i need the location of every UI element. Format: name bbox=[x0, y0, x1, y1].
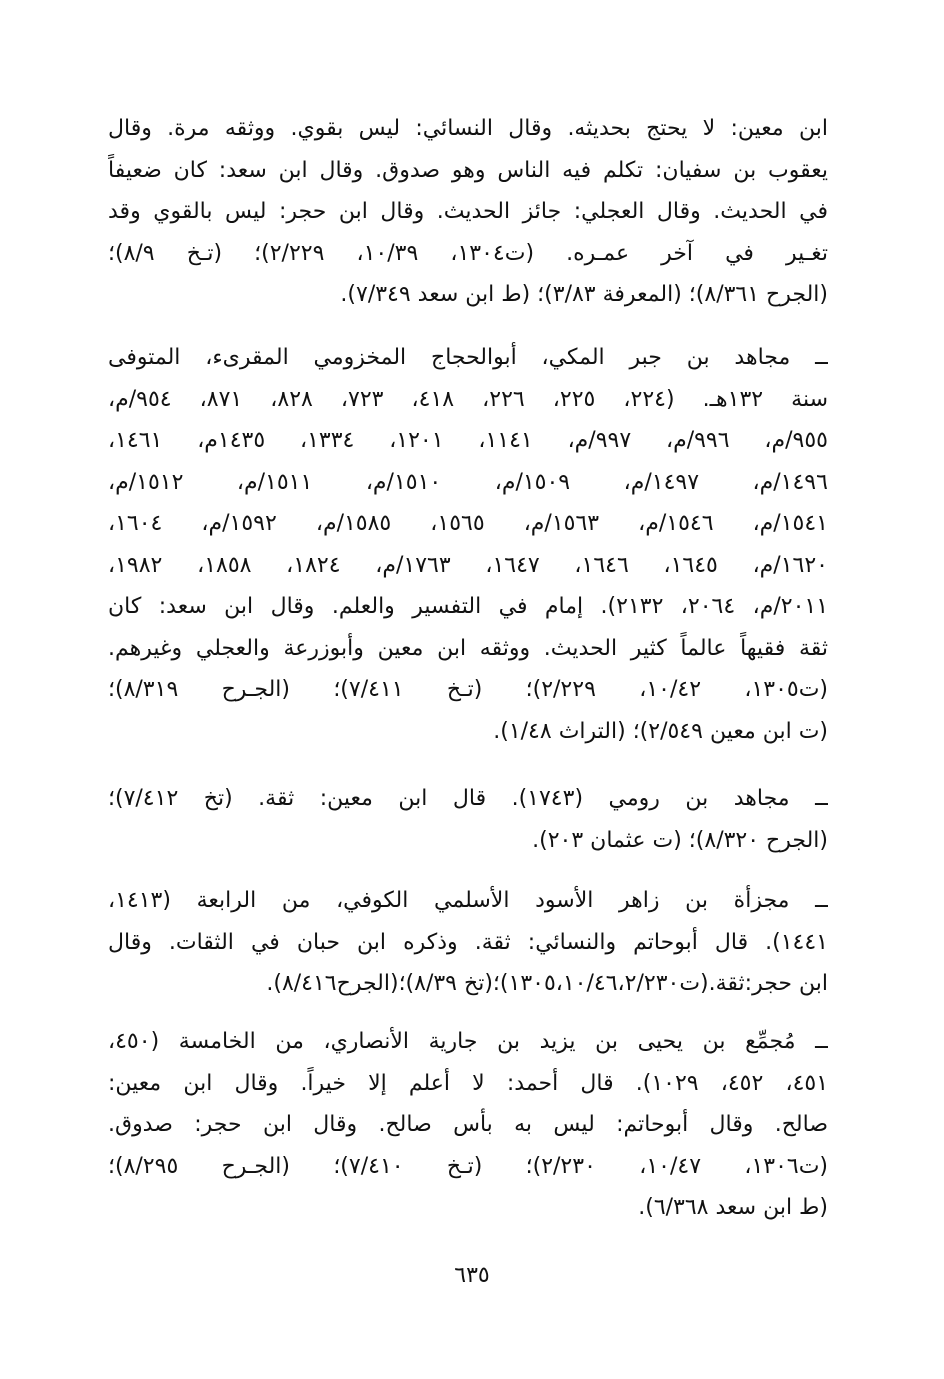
text-line: ١٤٩٦/م، ١٤٩٧/م، ١٥٠٩/م، ١٥١٠/م، ١٥١١/م، ١٥١٢/م، bbox=[108, 469, 828, 495]
text-line: ــ مجاهد بن رومي (١٧٤٣). قال ابن معين: ثقة. (تخ ٧/٤١٢)؛ bbox=[108, 786, 828, 811]
text-line: (ط ابن سعد ٦/٣٦٨). bbox=[638, 1195, 828, 1220]
text-line: (ت ابن معين ٢/٥٤٩)؛ (التراث ١/٤٨). bbox=[493, 718, 828, 744]
entry-paragraph-continuation bbox=[108, 108, 828, 316]
text-line: تغـير في آخر عمـره. (ت١٣٠٤، ١٠/٣٩، ٢/٢٢٩)؛ (تـخ ٨/٩)؛ bbox=[108, 240, 828, 266]
text-line: (الجرح ٨/٣٢٠)؛ (ت عثمان ٢٠٣). bbox=[532, 827, 828, 853]
text-line: (ت١٣٠٥، ١٠/٤٢، ٢/٢٢٩)؛ (تـخ ٧/٤١١)؛ (الجـرح ٨/٣١٩)؛ bbox=[108, 677, 828, 702]
text-line: ــ مُجمِّع بن يحيى بن يزيد بن جارية الأنصاري، من الخامسة (٤٥٠، bbox=[108, 1029, 828, 1054]
entry-paragraph-majzaa-ibn-zahir bbox=[108, 880, 828, 1005]
text-line: (ت١٣٠٦، ١٠/٤٧، ٢/٢٣٠)؛ (تـخ ٧/٤١٠)؛ (الجـرح ٨/٢٩٥)؛ bbox=[108, 1153, 828, 1179]
text-line: سنة ١٣٢هـ. (٢٢٤، ٢٢٥، ٢٢٦، ٤١٨، ٧٢٣، ٨٢٨، ٨٧١، ٩٥٤/م، bbox=[108, 386, 828, 412]
text-line: ٩٥٥/م، ٩٩٦/م، ٩٩٧/م، ١١٤١، ١٢٠١، ١٣٣٤، ١٤٣٥م، ١٤٦١، bbox=[108, 428, 828, 453]
text-line: ــ مجاهد بن جبر المكي، أبوالحجاج المخزومي المقرىء، المتوفى bbox=[108, 345, 828, 370]
text-line: ابن معين: لا يحتج بحديثه. وقال النسائي: ليس بقوي. ووثقه مرة. وقال bbox=[108, 116, 828, 141]
text-line: ثقة فقيهاً عالماً كثير الحديث. ووثقه ابن معين وأبوزرعة والعجلي وغيرهم. bbox=[108, 635, 828, 661]
text-line: ١٤٤١). قال أبوحاتم والنسائي: ثقة. وذكره ابن حبان في الثقات. وقال bbox=[108, 929, 828, 955]
text-line: يعقوب بن سفيان: تكلم فيه الناس وهو صدوق. وقال ابن سعد: كان ضعيفاً bbox=[108, 157, 828, 183]
page-number: ٦٣٥ bbox=[454, 1263, 490, 1288]
text-line: (الجرح ٨/٣٦١)؛ (المعرفة ٣/٨٣)؛ (ط ابن سعد ٧/٣٤٩). bbox=[340, 282, 828, 307]
text-line: ابن حجر:ثقة.(ت١٣٠٥،١٠/٤٦،٢/٢٣٠)؛(تخ ٨/٣٩)؛(الجرح٨/٤١٦). bbox=[266, 971, 828, 996]
text-line: ١٥٤١/م، ١٥٤٦/م، ١٥٦٣/م، ١٥٦٥، ١٥٨٥/م، ١٥٩٢/م، ١٦٠٤، bbox=[108, 511, 828, 536]
entry-paragraph-mujahid-ibn-rumi bbox=[108, 778, 828, 861]
text-line: ٤٥١، ٤٥٢، ١٠٢٩). قال أحمد: لا أعلم إلا خيراً. وقال ابن معين: bbox=[108, 1070, 828, 1096]
entry-paragraph-mujahid-ibn-jabr bbox=[108, 337, 828, 752]
text-line: ١٦٢٠/م، ١٦٤٥، ١٦٤٦، ١٦٤٧، ١٧٦٣/م، ١٨٢٤، ١٨٥٨، ١٩٨٢، bbox=[108, 552, 828, 578]
text-line: ٢٠١١/م، ٢٠٦٤، ٢١٣٢). إمام في التفسير والعلم. وقال ابن سعد: كان bbox=[108, 594, 828, 619]
text-line: ــ مجزأة بن زاهر الأسود الأسلمي الكوفي، من الرابعة (١٤١٣، bbox=[108, 888, 828, 913]
entry-paragraph-mujammi-ibn-yahya bbox=[108, 1021, 828, 1229]
text-line: صالح. وقال أبوحاتم: ليس به بأس صالح. وقال ابن حجر: صدوق. bbox=[108, 1112, 828, 1137]
text-line: في الحديث. وقال العجلي: جائز الحديث. وقال ابن حجر: ليس بالقوي وقد bbox=[108, 199, 828, 224]
